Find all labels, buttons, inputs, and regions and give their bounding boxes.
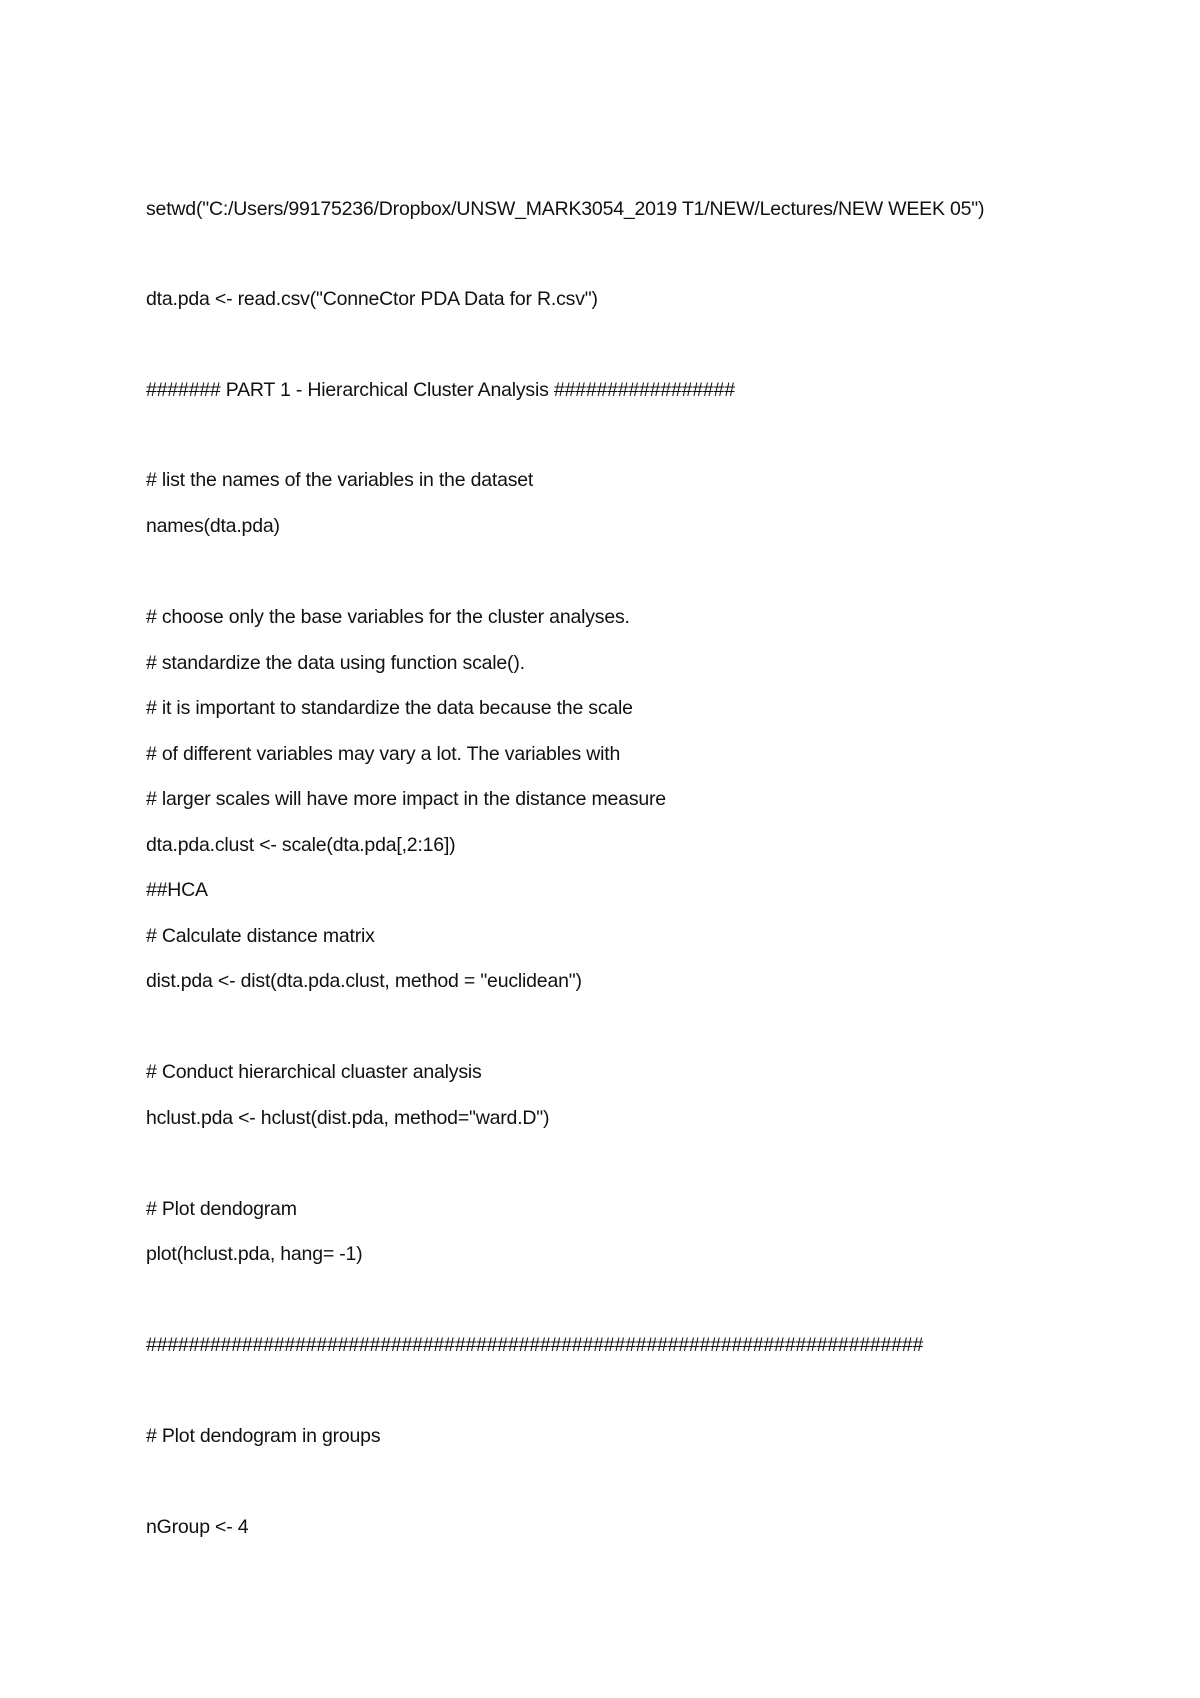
comment-line: # larger scales will have more impact in the distance measure bbox=[146, 788, 666, 810]
comment-line: # list the names of the variables in the dataset bbox=[146, 469, 534, 491]
comment-line: # Calculate distance matrix bbox=[146, 925, 375, 947]
code-line-plot: plot(hclust.pda, hang= -1) bbox=[146, 1243, 363, 1265]
code-line-read-csv: dta.pda <- read.csv("ConneCtor PDA Data for R.csv") bbox=[146, 288, 598, 310]
separator-line: ######################################################################### bbox=[146, 1334, 924, 1356]
comment-line: # Plot dendogram bbox=[146, 1198, 297, 1220]
code-line-scale: dta.pda.clust <- scale(dta.pda[,2:16]) bbox=[146, 834, 456, 856]
comment-line: # it is important to standardize the data because the scale bbox=[146, 697, 633, 719]
code-line-setwd: setwd("C:/Users/99175236/Dropbox/UNSW_MARK3054_2019 T1/NEW/Lectures/NEW WEEK 05") bbox=[146, 198, 985, 220]
comment-line-hca: ##HCA bbox=[146, 879, 208, 901]
comment-line: # standardize the data using function scale(). bbox=[146, 652, 525, 674]
code-line-names: names(dta.pda) bbox=[146, 515, 280, 537]
comment-line: # choose only the base variables for the cluster analyses. bbox=[146, 606, 630, 628]
comment-line: # Conduct hierarchical cluaster analysis bbox=[146, 1061, 482, 1083]
code-line-hclust: hclust.pda <- hclust(dist.pda, method="ward.D") bbox=[146, 1107, 550, 1129]
comment-line: # of different variables may vary a lot. The variables with bbox=[146, 743, 621, 765]
section-header-part-1: ####### PART 1 - Hierarchical Cluster Analysis ################# bbox=[146, 379, 735, 401]
code-line-ngroup: nGroup <- 4 bbox=[146, 1516, 249, 1538]
comment-line: # Plot dendogram in groups bbox=[146, 1425, 381, 1447]
code-line-dist: dist.pda <- dist(dta.pda.clust, method = "euclidean") bbox=[146, 970, 582, 992]
